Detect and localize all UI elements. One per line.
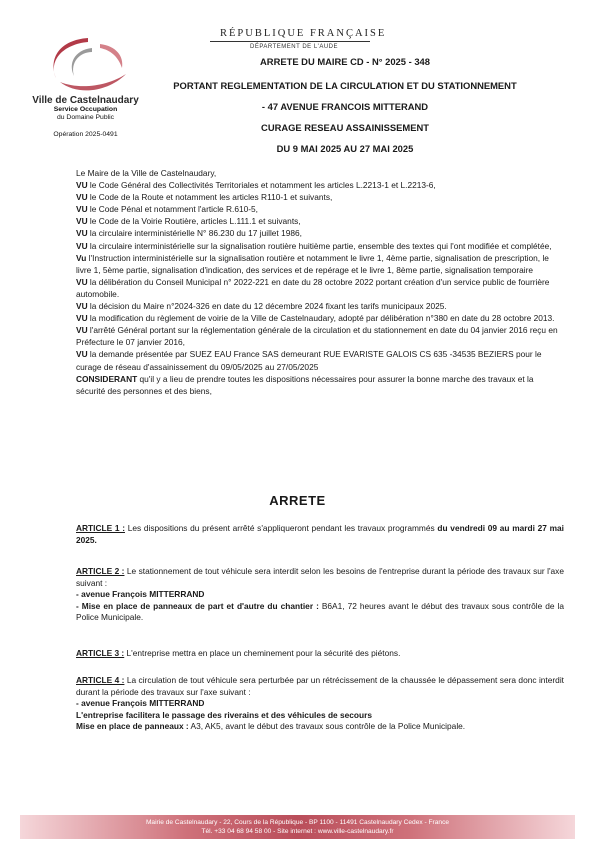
article-1: ARTICLE 1 : Les dispositions du présent arrêté s'appliqueront pendant les travaux programmés du vendredi 09 au mardi 27 mai 2025. [76, 523, 564, 545]
article-2: ARTICLE 2 : Le stationnement de tout véhicule sera interdit selon les besoins de l'entreprise durant la période des travaux sur l'axe suivant : - avenue François MITTERRAND - Mise en place de panneaux de part et d'autre du chantier : B6A1, 72 heures avant le début des travaux sous contrôle de la Police Municipale. [76, 566, 564, 623]
footer-contact: Tél. +33 04 68 94 58 00 - Site internet : www.ville-castelnaudary.fr [201, 828, 394, 835]
arrete-heading: ARRETE [269, 493, 326, 508]
department-heading: DÉPARTEMENT DE L'AUDE [250, 44, 338, 50]
republic-heading: RÉPUBLIQUE FRANÇAISE [220, 28, 387, 39]
considerant-item: CONSIDERANT qu'il y a lieu de prendre toutes les dispositions nécessaires pour assurer la bonne marche des travaux et la sécurité des personnes et des biens, [76, 373, 534, 396]
decree-title-line-1: ARRETE DU MAIRE CD - N° 2025 - 348 [260, 56, 430, 67]
vu-item: VU la demande présentée par SUEZ EAU France SAS demeurant RUE EVARISTE GALOIS CS 635 -34535 BEZIERS pour le curage de réseau d'assainissement du 09/05/2025 au 27/05/2025 [76, 349, 542, 372]
service-line-1: Service Occupation [53, 106, 118, 113]
header-divider [210, 41, 370, 42]
vu-item: VU le Code de la Route et notamment les articles R110-1 et suivants, [76, 192, 333, 203]
footer [0, 818, 595, 836]
vu-item: VU le Code Général des Collectivités Territoriales et notamment les articles L.2213-1 et L.2213-6, [76, 180, 436, 191]
vu-item: VU le Code Pénal et notamment l'article R.610-5, [76, 204, 259, 215]
preamble-intro: Le Maire de la Ville de Castelnaudary, [76, 168, 217, 178]
vu-item: VU l'arrêté Général portant sur la réglementation générale de la circulation et du stationnement en date du 04 janvier 2016 reçu en Préfecture le 07 janvier 2016, [76, 325, 558, 348]
decree-title-line-4: CURAGE RESEAU ASSAINISSEMENT [261, 122, 429, 133]
city-logo [30, 30, 140, 100]
vu-item: VU la circulaire interministérielle N° 86.230 du 17 juillet 1986, [76, 228, 302, 239]
preamble [76, 167, 564, 397]
service-line-2: du Domaine Public [56, 114, 115, 121]
vu-item: VU la modification du règlement de voirie de la Ville de Castelnaudary, adopté par délibération n°380 en date du 28 octobre 2013. [76, 313, 555, 324]
vu-item: VU le Code de la Voirie Routière, articles L.111.1 et suivants, [76, 216, 301, 227]
org-name: Ville de Castelnaudary [32, 95, 139, 106]
operation-number: Opération 2025-0491 [53, 131, 118, 138]
decree-title-line-3: - 47 AVENUE FRANCOIS MITTERAND [261, 101, 429, 112]
vu-item: Vu l'Instruction interministérielle sur la signalisation routière et notamment le livre 1, 4ème partie, signalisation de prescription, le livre 1, 5ème partie, signalisation d'indication, des services et de repérage et le livre 1, 8ème partie, signalisation temporaire [76, 252, 549, 275]
footer-address: Mairie de Castelnaudary - 22, Cours de la République - BP 1100 - 11491 Castelnaudary Cedex - France [145, 819, 450, 826]
vu-item: VU la délibération du Conseil Municipal n° 2022-221 en date du 28 octobre 2022 portant création d'un service public de fourrière automobile. [76, 276, 550, 299]
vu-item: VU la décision du Maire n°2024-326 en date du 12 décembre 2024 fixant les tarifs municipaux 2025. [76, 301, 447, 312]
decree-title-line-2: PORTANT REGLEMENTATION DE LA CIRCULATION ET DU STATIONNEMENT [173, 80, 517, 91]
vu-item: VU la circulaire interministérielle sur la signalisation routière huitième partie, ensemble des textes qui l'ont modifiée et complétée, [76, 240, 552, 251]
decree-title-line-5: DU 9 MAI 2025 AU 27 MAI 2025 [276, 143, 414, 154]
article-3: ARTICLE 3 : L'entreprise mettra en place un cheminement pour la sécurité des piétons. [76, 648, 401, 658]
article-4: ARTICLE 4 : La circulation de tout véhicule sera perturbée par un rétrécissement de la chaussée le dépassement sera donc interdit durant la période des travaux sur l'axe suivant : - avenue François MITTERRAND L'entreprise facilitera le passage des riverains et des véhicules de secours Mise en place de panneaux : A3, AK5, avant le début des travaux sous contrôle de la Police Municipale. [76, 675, 564, 732]
